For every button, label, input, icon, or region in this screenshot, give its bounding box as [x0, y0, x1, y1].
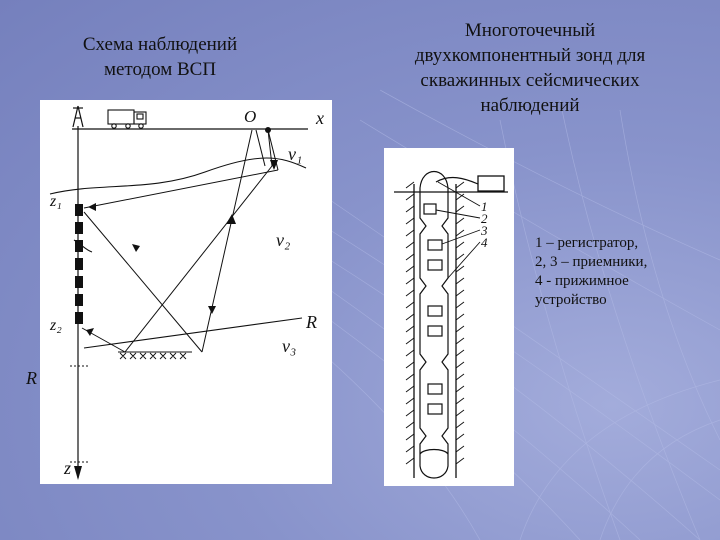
probe-legend: [535, 234, 715, 310]
label-v3: v₃: [282, 336, 297, 356]
probe-drawing-panel: [384, 148, 514, 486]
label-v2: v₂: [276, 230, 291, 250]
probe-number-4: 4: [481, 235, 488, 250]
probe-number-2: 2: [481, 211, 488, 226]
legend-line-4: устройство: [535, 292, 607, 308]
legend-line-3: 4 - прижимное: [535, 273, 629, 289]
reflector-hatch: [118, 352, 192, 359]
probe-number-3: 3: [481, 223, 488, 238]
probe-body: [420, 172, 448, 479]
receiver-array: [75, 204, 83, 324]
left-title: Схема наблюдений методом ВСП: [82, 34, 238, 80]
z-axis-arrow: [74, 466, 82, 480]
label-z1: z₁: [50, 193, 62, 210]
truck-icon: [108, 110, 146, 128]
label-z2: z₂: [50, 317, 62, 334]
label-r-left: R: [26, 368, 37, 388]
label-x-axis: x: [316, 108, 324, 128]
cable-line: [436, 178, 478, 184]
wall-hatching: [406, 182, 464, 464]
boundary-r: [84, 318, 302, 348]
tripod-icon: [73, 106, 83, 127]
label-v1: v₁: [288, 144, 303, 164]
probe-number-1: 1: [481, 199, 488, 214]
boundary-v1: [50, 158, 306, 194]
pointer-lines: [436, 182, 480, 278]
right-title: Многоточечный двухкомпонентный зонд для скважинных сейсмических наблюдений: [414, 20, 646, 116]
recorder-box: [478, 176, 504, 191]
label-origin: O: [244, 107, 257, 126]
label-r-right: R: [306, 312, 317, 332]
label-z-axis: z: [64, 458, 72, 478]
vsp-scheme-panel: [26, 100, 332, 484]
legend-line-2: 2, 3 – приемники,: [535, 254, 648, 270]
ray-paths: [82, 130, 278, 352]
legend-line-1: 1 – регистратор,: [535, 235, 639, 251]
